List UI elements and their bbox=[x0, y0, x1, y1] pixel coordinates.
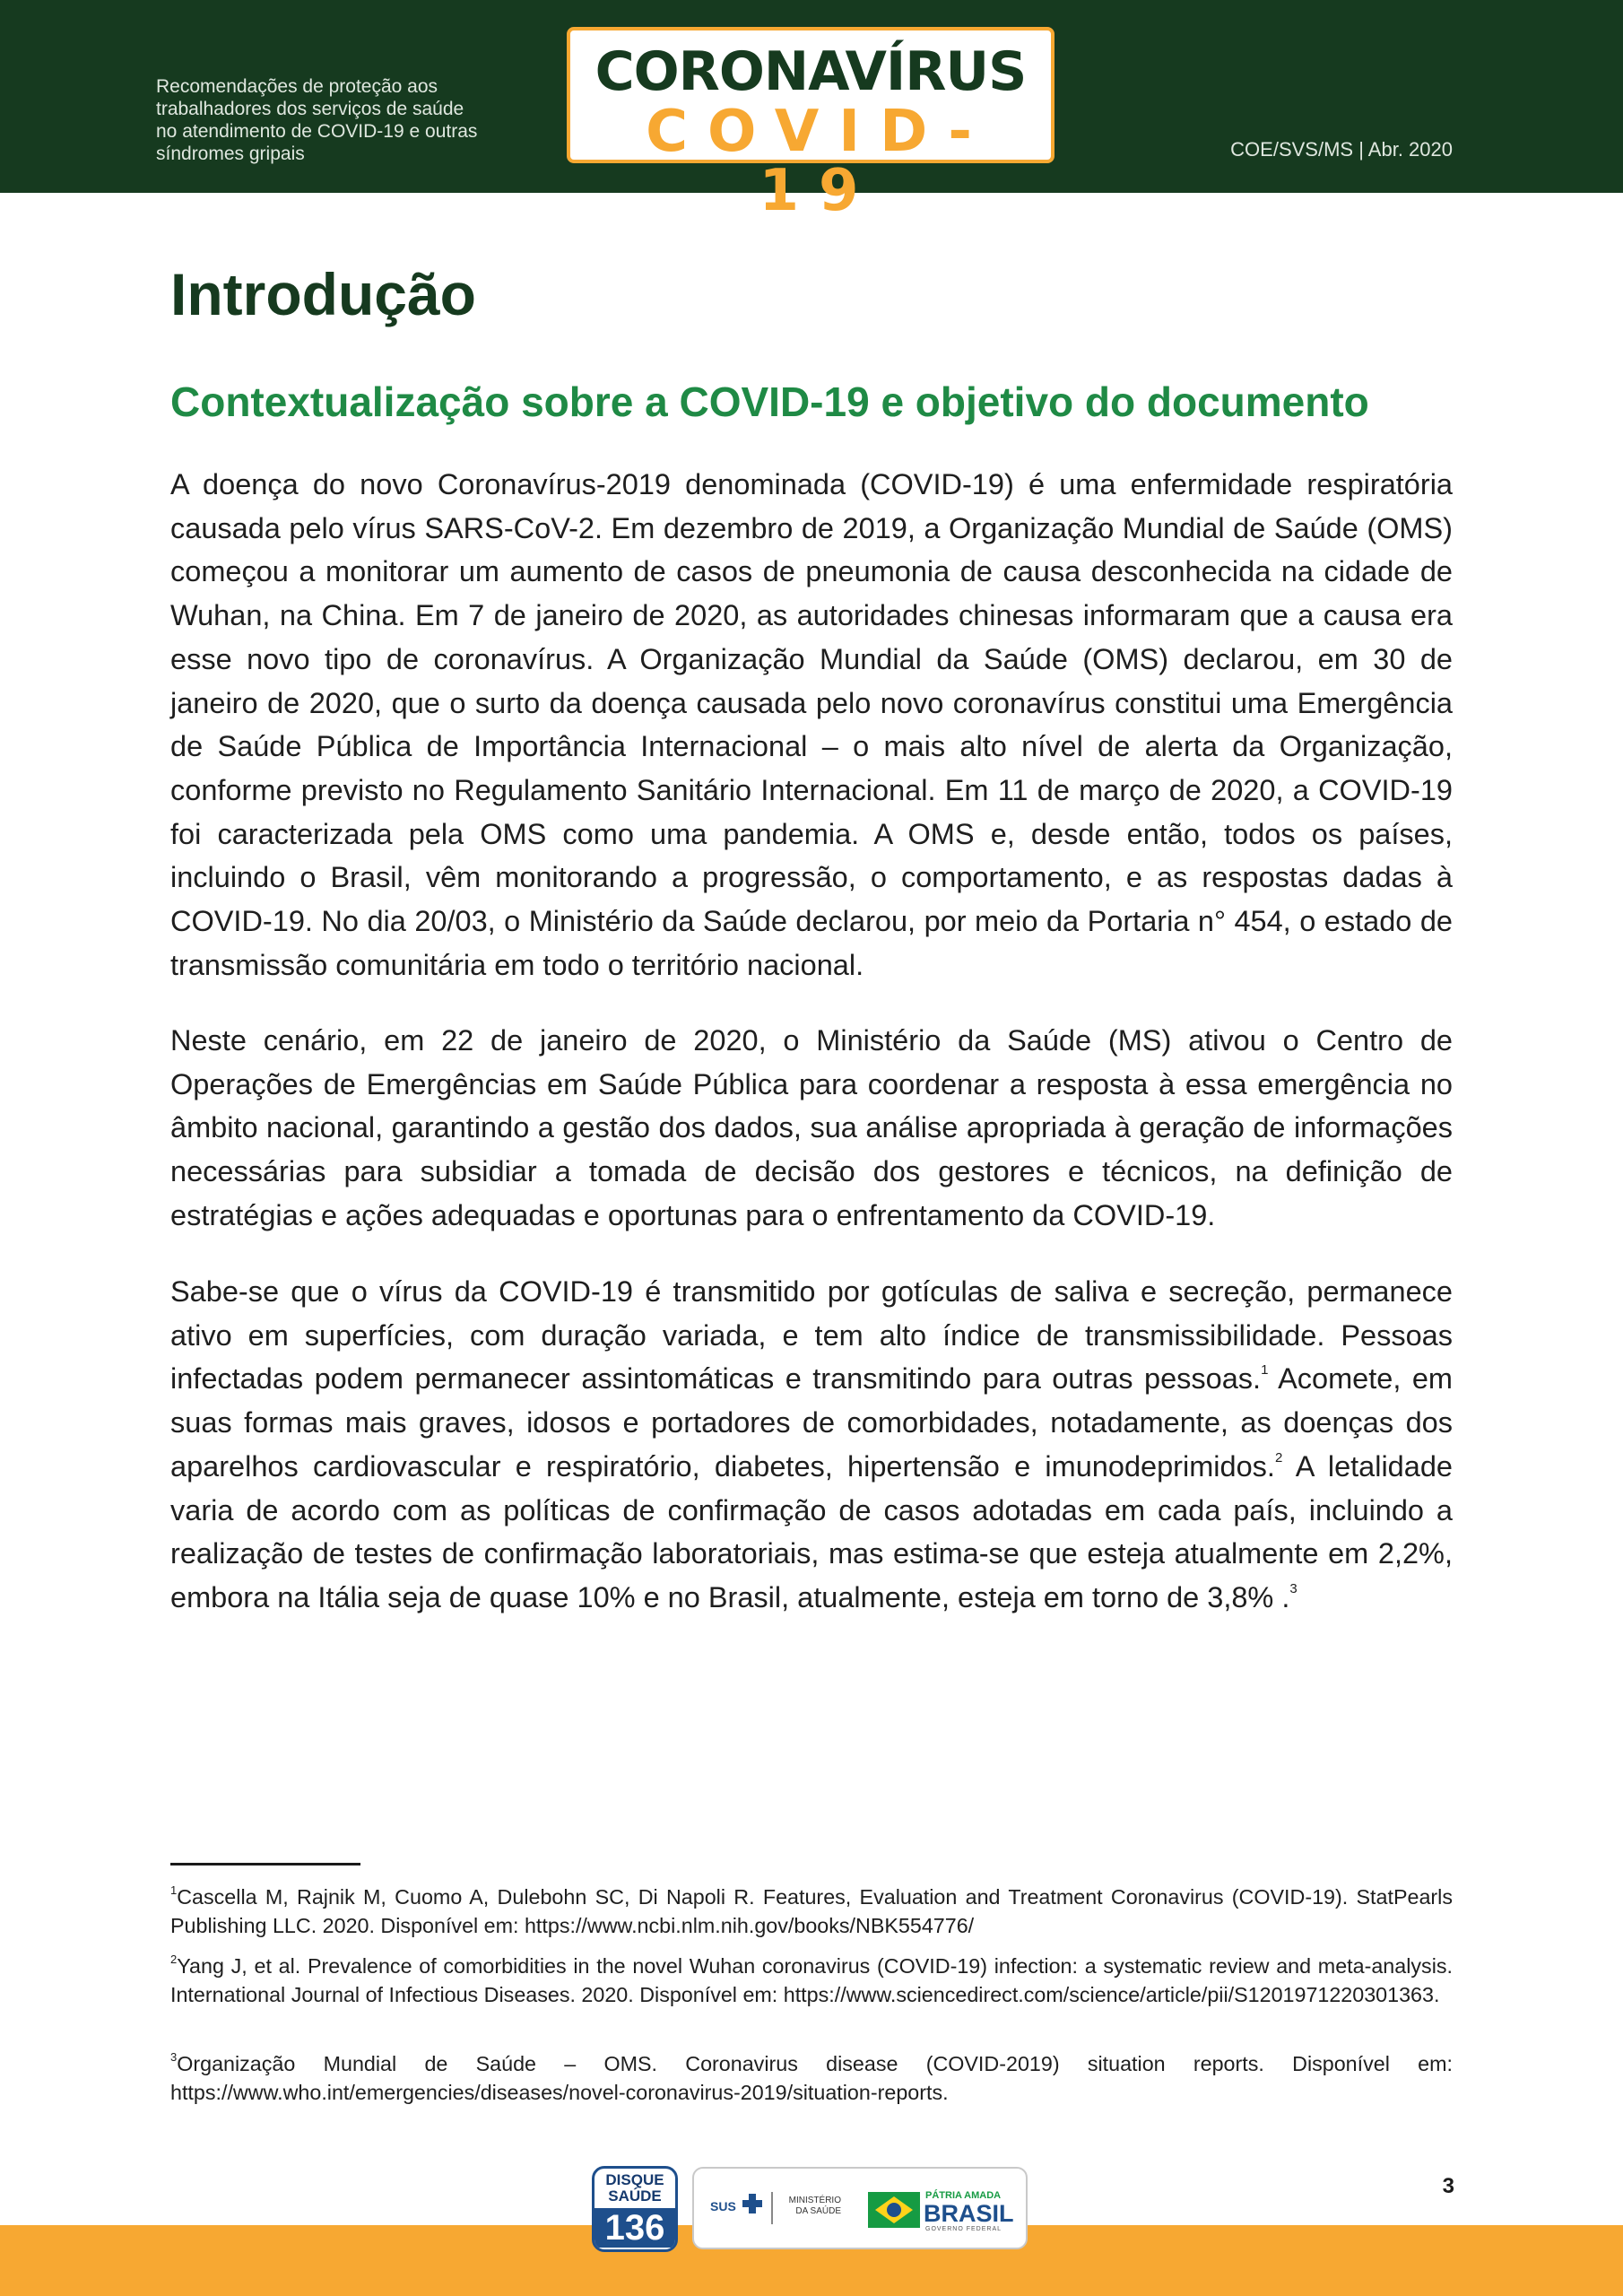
government-logos bbox=[692, 2167, 1028, 2249]
footnote-text: Yang J, et al. Prevalence of comorbidities in the novel Wuhan coronavirus (COVID-19) infection: a systematic review and meta-analysis. International Journal of Infectious Diseases. 2020. Disponível em: https://www.sciencedirect.com/science/article/pii/S1201971220301363. bbox=[170, 1954, 1453, 2006]
disque-saude-number: 136 bbox=[595, 2208, 675, 2248]
brazil-flag-icon bbox=[868, 2192, 920, 2228]
page-title: Introdução bbox=[170, 261, 476, 327]
document-subtitle-line: síndromes gripais bbox=[156, 144, 305, 164]
logo-divider bbox=[771, 2192, 773, 2224]
disque-saude-label: DISQUE SAÚDE bbox=[605, 2171, 664, 2205]
paragraph-context: A doença do novo Coronavírus-2019 denominada (COVID-19) é uma enfermidade respiratória causada pelo vírus SARS-CoV-2. Em dezembro de 2019, a Organização Mundial de Saúde (OMS) começou a monitorar um aumento de casos de pneumonia de causa desconhecida na cidade de Wuhan, na China. Em 7 de janeiro de 2020, as autoridades chinesas informaram que a causa era esse novo tipo de coronavírus. A Organização Mundial da Saúde (OMS) declarou, em 30 de janeiro de 2020, que o surto da doença causada pelo novo coronavírus constitui uma Emergência de Saúde Pública de Importância Internacional – o mais alto nível de alerta da Organização, conforme previsto no Regulamento Sanitário Internacional. Em 11 de março de 2020, a COVID-19 foi caracterizada pela OMS como uma pandemia. A OMS e, desde então, todos os países, incluindo o Brasil, vêm monitorando a progressão, o comportamento, e as respostas dadas à COVID-19. No dia 20/03, o Ministério da Saúde declarou, por meio da Portaria n° 454, o estado de transmissão comunitária em todo o território nacional. bbox=[170, 468, 1453, 981]
coronavirus-logo bbox=[567, 27, 1055, 224]
footnote-number: 3 bbox=[170, 2050, 178, 2064]
section-title: Contextualização sobre a COVID-19 e objetivo do documento bbox=[170, 378, 1369, 425]
paragraph-text: Sabe-se que o vírus da COVID-19 é transmitido por gotículas de saliva e secreção, permanece ativo em superfícies, com duração variada, e tem alto índice de transmissibilidade. Pessoas infectadas podem permanecer assintomáticas e transmitindo para outras pessoas. bbox=[170, 1275, 1453, 1396]
page-header bbox=[0, 0, 1623, 224]
footnote-3 bbox=[170, 2050, 1453, 2107]
sus-logo-text: SUS bbox=[710, 2199, 736, 2213]
governo-federal-text: GOVERNO FEDERAL bbox=[925, 2226, 1002, 2232]
logo-covid-text: COVID-19 bbox=[646, 99, 992, 224]
document-subtitle-line: trabalhadores dos serviços de saúde bbox=[156, 99, 464, 119]
footnote-ref-2[interactable]: 2 bbox=[1274, 1449, 1283, 1465]
document-reference: COE/SVS/MS | Abr. 2020 bbox=[1230, 138, 1453, 161]
document-subtitle-line: no atendimento de COVID-19 e outras bbox=[156, 121, 478, 142]
footnote-number: 2 bbox=[170, 1952, 178, 1966]
sus-cross-icon bbox=[742, 2194, 762, 2213]
logo-coronavirus-text: CORONAVÍRUS bbox=[595, 40, 1027, 103]
paragraph-transmission bbox=[170, 1270, 1453, 1620]
paragraph-scenario: Neste cenário, em 22 de janeiro de 2020, o Ministério da Saúde (MS) ativou o Centro de Operações de Emergências em Saúde Pública para coordenar a resposta à essa emergência no âmbito nacional, garantindo a gestão dos dados, sua análise apropriada à geração de informações necessárias para subsidiar a tomada de decisão dos gestores e técnicos, na definição de estratégias e ações adequadas e oportunas para o enfrentamento da COVID-19. bbox=[170, 1024, 1453, 1231]
paragraph-text: A letalidade varia de acordo com as políticas de confirmação de casos adotadas em cada país, incluindo a realização de testes de confirmação laboratoriais, mas estima-se que esteja atualmente em 2,2%, embora na Itália seja de quase 10% e no Brasil, atualmente, esteja em torno de 3,8% . bbox=[170, 1449, 1453, 1613]
footnote-text: Organização Mundial de Saúde – OMS. Coronavirus disease (COVID-2019) situation reports. Disponível em: https://www.who.int/emergencies/diseases/novel-coronavirus-2019/situation-reports. bbox=[170, 2052, 1453, 2104]
footnote-2 bbox=[170, 1952, 1453, 2009]
footnote-text: Cascella M, Rajnik M, Cuomo A, Dulebohn SC, Di Napoli R. Features, Evaluation and Treatment Coronavirus (COVID-19). StatPearls Publishing LLC. 2020. Disponível em: https://www.ncbi.nlm.nih.gov/books/NBK554776/ bbox=[170, 1885, 1453, 1937]
ministerio-saude-text: MINISTÉRIO DA SAÚDE bbox=[788, 2196, 841, 2216]
page-number: 3 bbox=[1442, 2174, 1454, 2198]
disque-saude-logo bbox=[592, 2166, 678, 2252]
document-subtitle-line: Recomendações de proteção aos bbox=[156, 76, 438, 97]
footnote-divider bbox=[170, 1863, 360, 1866]
paragraph-text: Acomete, em suas formas mais graves, idosos e portadores de comorbidades, notadamente, as doenças dos aparelhos cardiovascular e respiratório, diabetes, hipertensão e imunodeprimidos. bbox=[170, 1362, 1453, 1483]
brasil-text: BRASIL bbox=[924, 2200, 1014, 2227]
document-subtitle bbox=[156, 75, 551, 165]
footnote-number: 1 bbox=[170, 1883, 178, 1897]
footnote-1 bbox=[170, 1883, 1453, 1940]
footnote-ref-1[interactable]: 1 bbox=[1261, 1362, 1269, 1378]
patria-amada-text: PÁTRIA AMADA bbox=[925, 2190, 1002, 2201]
footnote-ref-3[interactable]: 3 bbox=[1289, 1580, 1298, 1596]
